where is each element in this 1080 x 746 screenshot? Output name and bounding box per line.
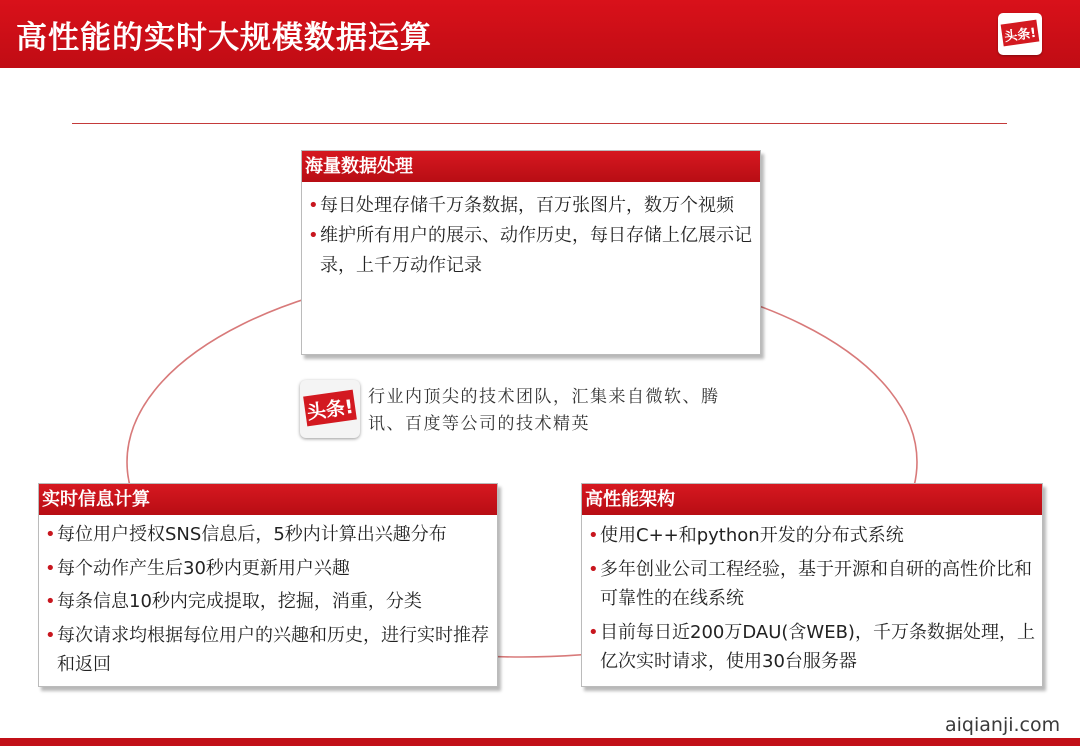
logo-text: 头条! (303, 390, 357, 427)
bullet-dot-icon: • (588, 558, 599, 580)
list-item (582, 618, 1042, 677)
team-caption: 行业内顶尖的技术团队，汇集来自微软、腾讯、百度等公司的技术精英 (368, 387, 720, 434)
list-item (302, 191, 760, 221)
bullet-dot-icon: • (45, 624, 56, 646)
bottom-bar (0, 738, 1080, 746)
list-item (582, 555, 1042, 614)
list-item (582, 521, 1042, 551)
bullet-dot-icon: • (45, 591, 56, 612)
list-item-text: 每次请求均根据每位用户的兴趣和历史，进行实时推荐和返回 (57, 624, 489, 675)
list-item-text: 目前每日近200万DAU(含WEB)，千万条数据处理，上亿次实时请求，使用30台服务器 (600, 621, 1035, 672)
box-high-performance (581, 483, 1043, 687)
bullet-dot-icon: • (45, 524, 56, 545)
list-item-text: 每日处理存储千万条数据，百万张图片，数万个视频 (320, 195, 734, 216)
bullet-dot-icon: • (308, 225, 319, 246)
list-item-text: 维护所有用户的展示、动作历史，每日存储上亿展示记录，上千万动作记录 (320, 225, 752, 276)
bullet-list (302, 182, 760, 281)
list-item (302, 221, 760, 281)
box-heading: 海量数据处理 (302, 151, 760, 182)
bullet-dot-icon: • (308, 195, 319, 216)
list-item-text: 每位用户授权SNS信息后，5秒内计算出兴趣分布 (57, 524, 447, 545)
toutiao-logo-icon (300, 380, 360, 438)
box-heading: 实时信息计算 (39, 484, 497, 515)
bullet-list (39, 515, 497, 680)
list-item-text: 使用C++和python开发的分布式系统 (600, 525, 904, 546)
box-massive-data (301, 150, 761, 355)
list-item (39, 587, 497, 617)
list-item-text: 多年创业公司工程经验，基于开源和自研的高性价比和可靠性的在线系统 (600, 558, 1032, 609)
box-heading: 高性能架构 (582, 484, 1042, 515)
list-item-text: 每条信息10秒内完成提取，挖掘，消重，分类 (57, 591, 422, 612)
list-item (39, 520, 497, 550)
list-item (39, 621, 497, 680)
slide-title: 高性能的实时大规模数据运算 (16, 20, 432, 56)
box-realtime-compute (38, 483, 498, 687)
logo-text: 头条! (1001, 20, 1040, 47)
bullet-dot-icon: • (588, 621, 599, 643)
list-item (39, 554, 497, 584)
bullet-dot-icon: • (45, 557, 56, 579)
watermark: aiqianji.com (945, 714, 1061, 736)
list-item-text: 每个动作产生后30秒内更新用户兴趣 (57, 557, 350, 579)
bullet-dot-icon: • (588, 525, 599, 546)
bullet-list (582, 515, 1042, 677)
